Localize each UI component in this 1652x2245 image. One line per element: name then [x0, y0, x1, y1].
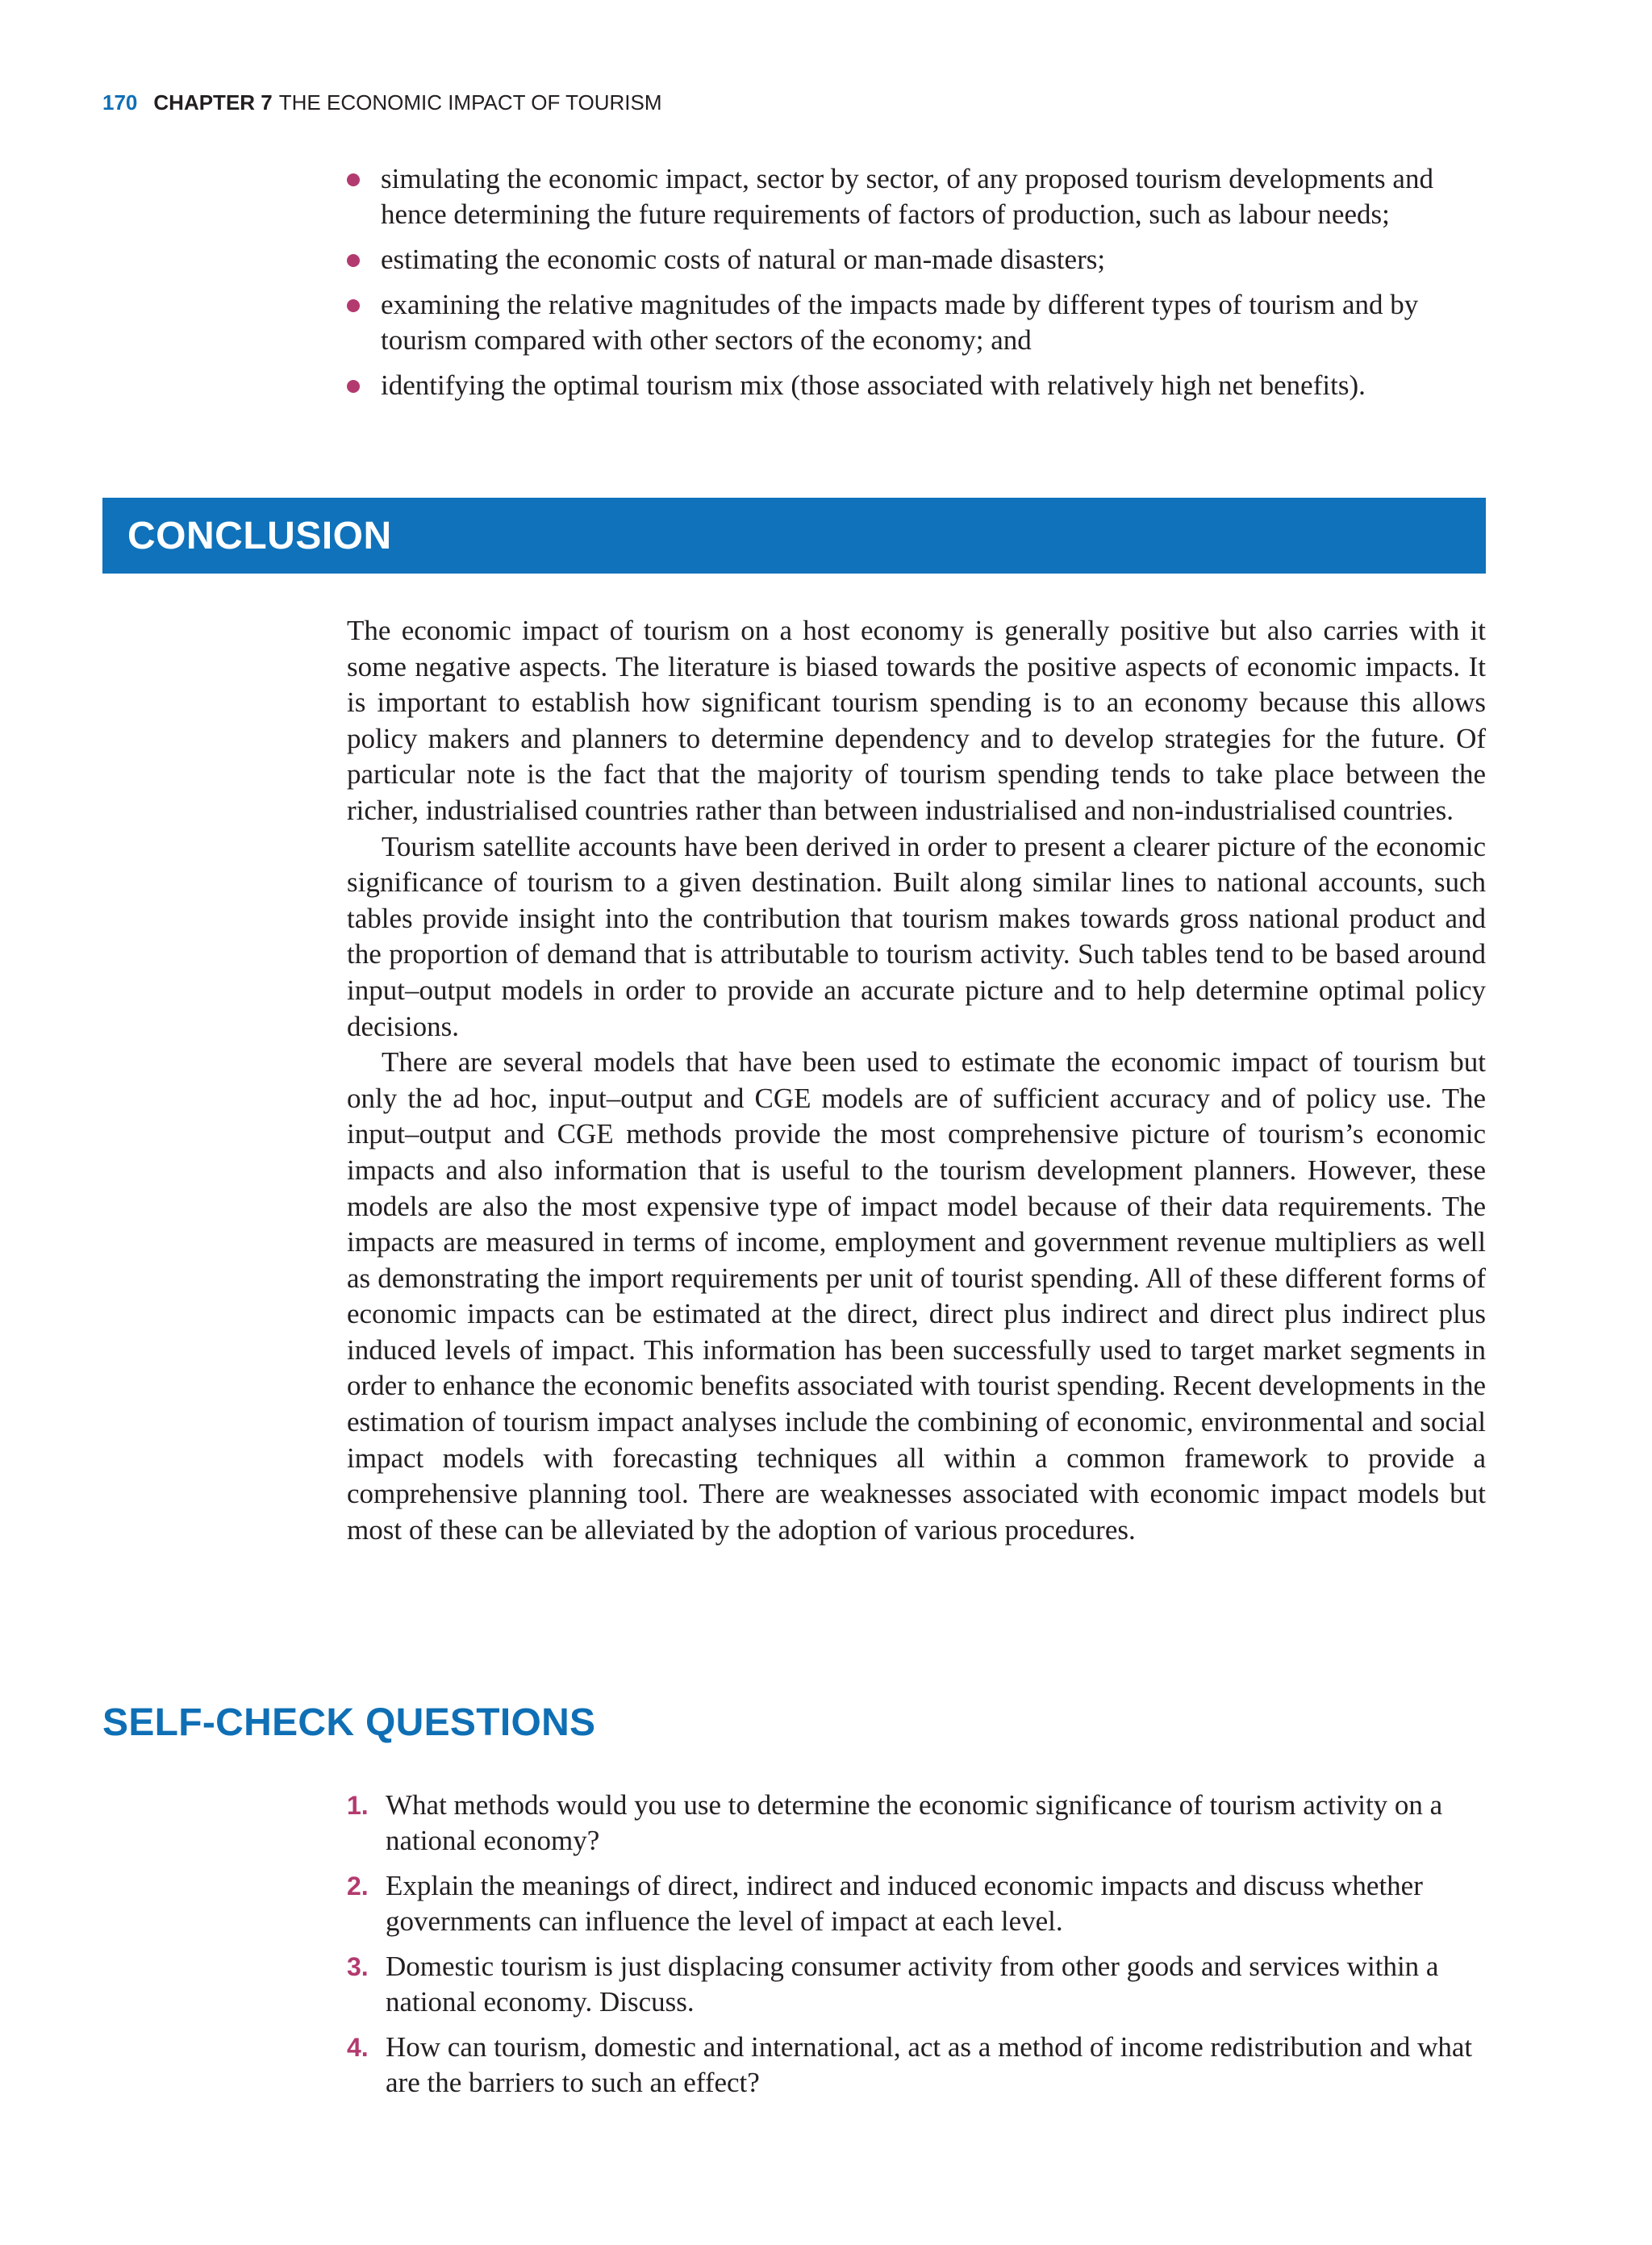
bullet-item [347, 368, 1486, 403]
self-check-heading: SELF-CHECK QUESTIONS [102, 1701, 596, 1744]
question-text: Explain the meanings of direct, indirect and induced economic impacts and discuss whether governments can influence the level of impact at each level. [386, 1870, 1423, 1937]
bullet-text: estimating the economic costs of natural or man-made disasters; [381, 244, 1106, 275]
bullet-dot-icon [347, 380, 360, 393]
bullet-dot-icon [347, 254, 360, 267]
bullet-item [347, 287, 1486, 358]
question-list [347, 1788, 1486, 2110]
question-text: What methods would you use to determine the economic significance of tourism activity on a national economy? [386, 1789, 1443, 1856]
conclusion-heading: CONCLUSION [127, 514, 392, 557]
question-number: 2. [347, 1872, 369, 1901]
bullet-item [347, 161, 1486, 232]
chapter-label: CHAPTER 7 [153, 90, 273, 115]
conclusion-body [347, 613, 1486, 1548]
chapter-title: THE ECONOMIC IMPACT OF TOURISM [278, 90, 662, 115]
bullet-text: simulating the economic impact, sector by sector, of any proposed tourism developments and hence determining the future requirements of factors of production, such as labour needs; [381, 163, 1433, 230]
question-text: Domestic tourism is just displacing consumer activity from other goods and services within a national economy. Discuss. [386, 1951, 1439, 2018]
question-item [347, 1868, 1486, 1939]
question-number: 3. [347, 1952, 369, 1981]
bullet-dot-icon [347, 173, 360, 186]
question-text: How can tourism, domestic and international, act as a method of income redistribution and what are the barriers to such an effect? [386, 2031, 1473, 2098]
running-head [102, 90, 662, 115]
bullet-text: identifying the optimal tourism mix (those associated with relatively high net benefits). [381, 369, 1366, 401]
bullet-list [347, 161, 1486, 413]
question-item [347, 2030, 1486, 2101]
bullet-text: examining the relative magnitudes of the impacts made by different types of tourism and by tourism compared with other sectors of the economy; and [381, 289, 1419, 356]
bullet-dot-icon [347, 299, 360, 312]
conclusion-paragraph: Tourism satellite accounts have been derived in order to present a clearer picture of the economic significance of tourism to a given destination. Built along similar lines to national accounts, such tables provide insight into the contribution that tourism makes towards gross national product and the proportion of demand that is attributable to tourism activity. Such tables tend to be based around input–output models in order to provide an accurate picture and to help determine optimal policy decisions. [347, 830, 1486, 1042]
bullet-item [347, 242, 1486, 277]
question-number: 1. [347, 1791, 369, 1820]
question-item [347, 1949, 1486, 2020]
conclusion-paragraph: There are several models that have been used to estimate the economic impact of tourism but only the ad hoc, input–output and CGE models are of sufficient accuracy and of policy use. The input–output and CGE methods provide the most comprehensive picture of tourism’s economic impacts and also information that is useful to the tourism development planners. However, these models are also the most expensive type of impact model because of their data requirements. The impacts are measured in terms of income, employment and government revenue multipliers as well as demonstrating the import requirements per unit of tourist spending. All of these different forms of economic impacts can be estimated at the direct, direct plus indirect and direct plus indirect plus induced levels of impact. This information has been successfully used to target market segments in order to enhance the economic benefits associated with tourist spending. Recent developments in the estimation of tourism impact analyses include the combining of economic, environmental and social impact models with forecasting techniques all within a common framework to provide a comprehensive planning tool. There are weaknesses associated with economic impact models but most of these can be alleviated by the adoption of various procedures. [347, 1046, 1486, 1546]
question-number: 4. [347, 2033, 369, 2062]
page-number: 170 [102, 90, 138, 115]
conclusion-paragraph: The economic impact of tourism on a host economy is generally positive but also carries with it some negative aspects. The literature is biased towards the positive aspects of economic impacts. It is important to establish how significant tourism spending is to an economy because this allows policy makers and planners to determine dependency and to develop strategies for the future. Of particular note is the fact that the majority of tourism spending tends to take place between the richer, industrialised countries rather than between industrialised and non-industrialised countries. [347, 615, 1486, 826]
question-item [347, 1788, 1486, 1859]
conclusion-heading-bar [102, 498, 1486, 574]
